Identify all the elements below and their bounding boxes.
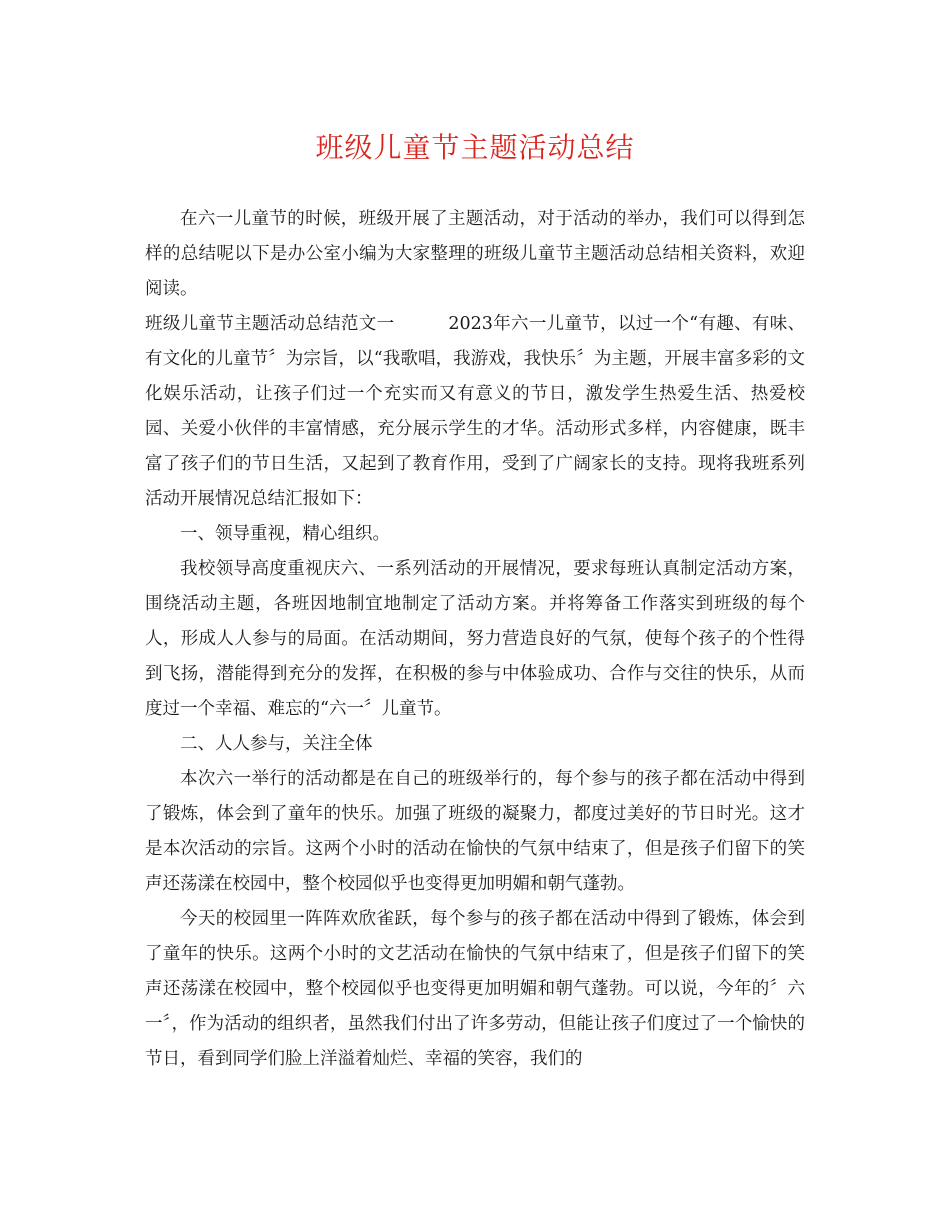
section-1-heading: 一、领导重视，精心组织。 — [180, 524, 390, 544]
section-2-body-1: 本次六一举行的活动都是在自己的班级举行的，每个参与的孩子都在活动中得到了锻炼，体会到了童年的快乐。加强了班级的凝聚力，都度过美好的节日时光。这才是本次活动的宗旨。这两个小时的活动在愉快的气氛中结束了，但是孩子们留下的笑声还荡漾在校园中，整个校园似乎也变得更加明媚和朝气蓬勃。 — [145, 769, 805, 894]
intro-paragraph: 在六一儿童节的时候，班级开展了主题活动，对于活动的举办，我们可以得到怎样的总结呢以下是办公室小编为大家整理的班级儿童节主题活动总结相关资料，欢迎阅读。 — [145, 209, 805, 299]
sample-opening-text: 2023年六一儿童节，以过一个“有趣、有味、有文化的儿童节〞为宗旨，以“我歌唱，我游戏，我快乐〞为主题，开展丰富多彩的文化娱乐活动，让孩子们过一个充实而又有意义的节日，激发学生热爱生活、热爱校园、关爱小伙伴的丰富情感，充分展示学生的才华。活动形式多样，内容健康，既丰富了孩子们的节日生活，又起到了教育作用，受到了广阔家长的支持。现将我班系列活动开展情况总结汇报如下： — [145, 314, 806, 509]
document-title: 班级儿童节主题活动总结 — [315, 131, 635, 164]
section-2-heading: 二、人人参与，关注全体 — [180, 734, 373, 754]
section-1-body: 我校领导高度重视庆六、一系列活动的开展情况，要求每班认真制定活动方案，围绕活动主题，各班因地制宜地制定了活动方案。并将筹备工作落实到班级的每个人，形成人人参与的局面。在活动期间，努力营造良好的气氛，使每个孩子的个性得到飞扬，潜能得到充分的发挥，在积极的参与中体验成功、合作与交往的快乐，从而度过一个幸福、难忘的“六一〞儿童节。 — [145, 559, 805, 719]
document-body — [145, 202, 805, 1077]
section-2-body-2: 今天的校园里一阵阵欢欣雀跃，每个参与的孩子都在活动中得到了锻炼，体会到了童年的快乐。这两个小时的文艺活动在愉快的气氛中结束了，但是孩子们留下的笑声还荡漾在校园中，整个校园似乎也变得更加明媚和朝气蓬勃。可以说，今年的〞六一〞，作为活动的组织者，虽然我们付出了许多劳动，但能让孩子们度过了一个愉快的节日，看到同学们脸上洋溢着灿烂、幸福的笑容，我们的 — [145, 909, 805, 1069]
sample-heading: 班级儿童节主题活动总结范文一 — [145, 314, 395, 334]
sample-paragraph — [145, 307, 805, 517]
